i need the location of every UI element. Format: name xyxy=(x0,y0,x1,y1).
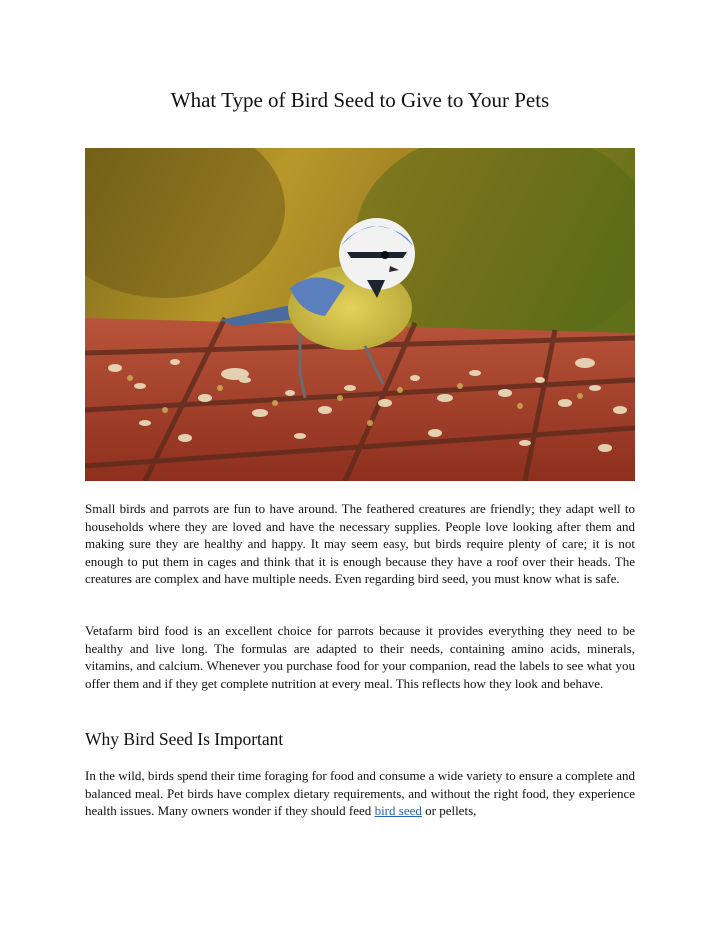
paragraph-importance xyxy=(85,767,635,820)
page-title: What Type of Bird Seed to Give to Your Pets xyxy=(170,88,550,112)
blue-tit-on-seeds-photo-icon xyxy=(85,148,635,481)
section-heading: Why Bird Seed Is Important xyxy=(85,729,284,749)
paragraph-importance-text-end: or pellets, xyxy=(421,803,477,819)
hero-image xyxy=(85,148,635,481)
paragraph-importance-text-start: In the wild, birds spend their time foraging for food and consume a wide variety to ensure a complete and balanced meal. Pet birds have complex dietary requirements, and without the right food, they experience health issues. Many owners wonder if they should feed xyxy=(85,768,635,819)
bird-seed-link[interactable]: bird seed xyxy=(374,803,422,819)
paragraph-intro: Small birds and parrots are fun to have around. The feathered creatures are friendly; they adapt well to households where they are loved and have the necessary supplies. People love looking after them and making sure they are healthy and happy. It may seem easy, but birds require plenty of care; it is not enough to put them in cages and think that it is enough because they have a roof over their heads. The creatures are complex and have multiple needs. Even regarding bird seed, you must know what is safe. xyxy=(85,501,635,587)
paragraph-vetafarm: Vetafarm bird food is an excellent choice for parrots because it provides everything they need to be healthy and live long. The formulas are adapted to their needs, containing amino acids, minerals, vitamins, and calcium. Whenever you purchase food for your companion, read the labels to see what you offer them and if they get complete nutrition at every meal. This reflects how they look and behave. xyxy=(85,623,635,691)
